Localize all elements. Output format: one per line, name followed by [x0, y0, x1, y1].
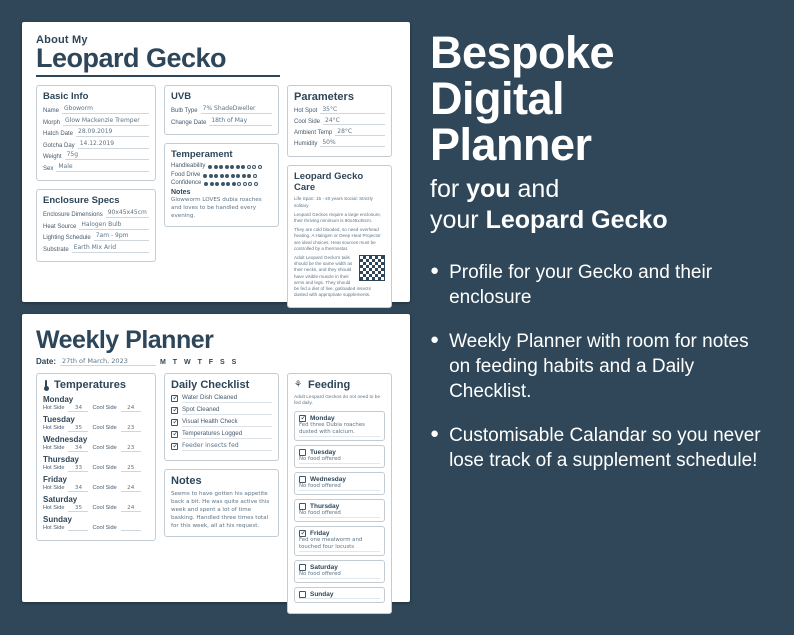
field-label: Sex	[43, 165, 54, 172]
hot-value[interactable]: 35	[68, 425, 88, 432]
basic-info-heading: Basic Info	[43, 91, 89, 103]
field-value[interactable]: 50%	[320, 139, 385, 147]
feeding-note[interactable]: No food offered	[299, 483, 380, 491]
field-gotcha-day	[43, 140, 149, 149]
feeding-day: Tuesday	[310, 449, 336, 456]
temperature-row	[43, 495, 149, 512]
thermometer-icon	[43, 380, 50, 391]
rating-confidence	[171, 180, 272, 186]
rating-dots[interactable]	[204, 182, 258, 186]
field-label: Lighting Schedule	[43, 235, 91, 242]
cool-label: Cool Side	[92, 405, 117, 411]
cool-label: Cool Side	[92, 465, 117, 471]
field-label: Morph	[43, 119, 61, 126]
feeding-note[interactable]: No food offered	[299, 510, 380, 518]
feeding-day: Thursday	[310, 503, 340, 510]
field-value[interactable]: 7% ShadeDweller	[201, 105, 272, 114]
field-value[interactable]: 7am - 9pm	[94, 232, 149, 241]
field-label: Hot Spot	[294, 108, 318, 115]
field-label: Hatch Date	[43, 131, 74, 138]
profile-column-left	[36, 85, 156, 316]
param-cool-side	[294, 117, 385, 125]
feeding-day: Friday	[310, 530, 330, 537]
field-sex	[43, 163, 149, 172]
daily-checklist-card	[164, 373, 279, 461]
date-label: Date:	[36, 357, 57, 366]
day-label: Thursday	[43, 455, 80, 464]
cool-label: Cool Side	[92, 525, 117, 531]
day-initials: M T W T F S S	[160, 359, 239, 366]
field-label: Food Drive	[171, 171, 201, 178]
param-humidity	[294, 139, 385, 147]
care-paragraph: They are cold blooded, so need overhead heating. A Halogen or Deep Heat Projector are ideal choices. Heat sources must be controlled by a thermostat.	[294, 227, 381, 251]
date-value[interactable]: 27th of March, 2023	[60, 357, 156, 366]
feeding-day: Wednesday	[310, 476, 347, 483]
notes-heading: Notes	[171, 475, 202, 487]
bone-icon	[294, 381, 304, 390]
hot-label: Hot Side	[43, 525, 65, 531]
field-substrate	[43, 244, 149, 253]
cool-label: Cool Side	[92, 445, 117, 451]
gecko-care-heading: Leopard Gecko Care	[294, 171, 364, 194]
field-bulb-type	[171, 105, 272, 114]
sub-pre: your	[430, 206, 486, 234]
checkbox-icon[interactable]	[299, 503, 306, 510]
rating-handleability	[171, 163, 272, 169]
headline-line-1: Bespoke	[430, 27, 615, 78]
checklist-label: Temperatures Logged	[182, 430, 272, 439]
feeding-note[interactable]: No food offered	[299, 571, 380, 579]
temperatures-card	[36, 373, 156, 541]
day-label: Sunday	[43, 515, 72, 524]
field-value[interactable]: 90x45x45cm	[106, 209, 149, 218]
rating-dots[interactable]	[208, 165, 262, 169]
feature-bullets	[430, 260, 774, 473]
cool-value[interactable]: 23	[121, 445, 141, 452]
headline-line-2: Digital	[430, 73, 565, 124]
bullet-dot-icon: ●	[430, 425, 440, 442]
field-value[interactable]: Male	[56, 163, 149, 172]
field-enclosure-dimensions	[43, 209, 149, 218]
field-hatch-date	[43, 128, 149, 137]
bullet-text: Customisable Calandar so you never lose track of a supplement schedule!	[449, 425, 761, 471]
field-label: Gotcha Day	[43, 142, 75, 149]
feeding-note[interactable]	[299, 598, 380, 599]
bullet-item	[430, 423, 774, 473]
feeding-entry[interactable]	[294, 587, 385, 603]
bullet-item	[430, 260, 774, 310]
feeding-entry[interactable]	[294, 499, 385, 522]
field-value[interactable]: 28.09.2019	[76, 128, 149, 137]
field-weight	[43, 151, 149, 160]
subheadline-line-1	[430, 174, 774, 205]
field-value[interactable]: 28°C	[335, 128, 385, 136]
field-value[interactable]: Gboworm	[62, 105, 149, 114]
temperature-row	[43, 435, 149, 452]
checkbox-icon[interactable]	[299, 591, 306, 598]
feeding-note[interactable]: Fed one mealworm and touched four locusts	[299, 537, 380, 552]
hot-value[interactable]	[68, 525, 88, 531]
temperament-heading: Temperament	[171, 149, 233, 161]
feeding-entry[interactable]	[294, 411, 385, 441]
temperature-row	[43, 515, 149, 531]
hot-label: Hot Side	[43, 425, 65, 431]
checklist-item[interactable]	[171, 430, 272, 439]
cool-value[interactable]	[121, 525, 141, 531]
enclosure-specs-card	[36, 189, 156, 262]
checklist-column	[164, 373, 279, 622]
sub-pre: for	[430, 175, 467, 203]
feeding-subtitle: Adult Leopard Geckos do not need to be fed daily.	[294, 395, 381, 406]
temperatures-column	[36, 373, 156, 622]
feeding-entry[interactable]	[294, 472, 385, 495]
temperament-notes-text[interactable]: Glowworm LOVES dubia roaches and loves to be handled every evening.	[171, 197, 262, 220]
hot-value[interactable]: 34	[68, 405, 88, 412]
marketing-panel	[430, 27, 774, 492]
bullet-text: Profile for your Gecko and their enclosure	[449, 262, 713, 308]
temperature-row	[43, 415, 149, 432]
field-label: Substrate	[43, 246, 69, 253]
field-lighting-schedule	[43, 232, 149, 241]
checklist-item[interactable]	[171, 394, 272, 403]
hot-label: Hot Side	[43, 405, 65, 411]
field-morph	[43, 117, 149, 126]
parameters-card	[287, 85, 392, 157]
day-label: Tuesday	[43, 415, 75, 424]
notes-card	[164, 469, 279, 537]
checkbox-icon[interactable]	[299, 449, 306, 456]
temperatures-heading: Temperatures	[54, 379, 126, 391]
field-label: Cool Side	[294, 119, 321, 126]
field-heat-source	[43, 221, 149, 230]
notes-text[interactable]: Seems to have gotten his appetite back a bit. He was quite active this week and spent a lot of time basking. Handled three times total for this week, all at his request.	[171, 491, 270, 529]
cool-value[interactable]: 24	[121, 485, 141, 492]
feeding-entry[interactable]	[294, 445, 385, 468]
temperature-row	[43, 455, 149, 472]
feeding-entry[interactable]	[294, 526, 385, 556]
qr-code-icon[interactable]	[359, 255, 385, 281]
day-label: Saturday	[43, 495, 78, 504]
hot-label: Hot Side	[43, 445, 65, 451]
field-name	[43, 105, 149, 114]
cool-value[interactable]: 24	[121, 405, 141, 412]
headline-line-3: Planner	[430, 119, 592, 170]
field-label: Ambient Temp	[294, 130, 333, 137]
field-value[interactable]: 35°C	[320, 106, 385, 114]
field-label: Change Date	[171, 119, 207, 126]
bullet-dot-icon: ●	[430, 262, 440, 279]
headline	[430, 27, 774, 170]
field-label: Enclosure Dimensions	[43, 212, 103, 219]
checklist-label: Water Dish Cleaned	[182, 394, 272, 403]
gecko-profile-sheet	[22, 22, 410, 302]
param-ambient-temp	[294, 128, 385, 136]
feeding-heading: Feeding	[308, 379, 351, 391]
planner-preview	[22, 22, 410, 614]
field-label: Handleability	[171, 163, 206, 170]
field-label: Weight	[43, 154, 62, 161]
cool-value[interactable]: 24	[121, 505, 141, 512]
hot-label: Hot Side	[43, 465, 65, 471]
rating-food-drive	[171, 172, 272, 178]
day-label: Friday	[43, 475, 68, 484]
cool-label: Cool Side	[92, 425, 117, 431]
day-label: Wednesday	[43, 435, 88, 444]
basic-info-card	[36, 85, 156, 181]
weekly-date-row	[36, 357, 396, 366]
param-hot-spot	[294, 106, 385, 114]
field-label: Confidence	[171, 180, 202, 187]
checkbox-icon[interactable]	[299, 415, 306, 422]
feeding-day: Monday	[310, 415, 335, 422]
gecko-care-card	[287, 165, 392, 308]
checkbox-icon[interactable]	[299, 530, 306, 537]
cool-label: Cool Side	[92, 505, 117, 511]
uvb-card	[164, 85, 279, 135]
checkbox-icon[interactable]	[171, 395, 178, 402]
checklist-item[interactable]	[171, 418, 272, 427]
checkbox-icon[interactable]	[299, 476, 306, 483]
checklist-label: Spot Cleaned	[182, 406, 272, 415]
hot-value[interactable]: 34	[68, 445, 88, 452]
feeding-column	[287, 373, 392, 622]
temperature-row	[43, 395, 149, 412]
field-change-date	[171, 117, 272, 126]
field-value[interactable]: Glow Mackenzie Tremper	[63, 117, 149, 126]
uvb-heading: UVB	[171, 91, 192, 103]
hot-value[interactable]: 35	[68, 505, 88, 512]
field-label: Humidity	[294, 141, 318, 148]
bullet-dot-icon: ●	[430, 331, 440, 348]
hot-label: Hot Side	[43, 505, 65, 511]
checkbox-icon[interactable]	[299, 564, 306, 571]
enclosure-specs-heading: Enclosure Specs	[43, 195, 120, 207]
day-label: Monday	[43, 395, 74, 404]
hot-value[interactable]: 33	[68, 465, 88, 472]
bullet-item	[430, 329, 774, 404]
sub-post: and	[510, 175, 560, 203]
field-label: Bulb Type	[171, 108, 198, 115]
profile-column-middle	[164, 85, 279, 316]
checkbox-icon[interactable]	[171, 419, 178, 426]
field-value[interactable]: 24°C	[323, 117, 385, 125]
temperament-notes-label: Notes	[171, 189, 191, 197]
rating-dots[interactable]	[203, 174, 257, 178]
profile-column-right	[287, 85, 392, 316]
checkbox-icon[interactable]	[171, 431, 178, 438]
feeding-entry[interactable]	[294, 560, 385, 583]
feeding-note[interactable]: No food offered	[299, 456, 380, 464]
sub-strong: you	[466, 175, 511, 203]
checklist-label: Visual Health Check	[182, 418, 272, 427]
title-divider	[36, 75, 280, 77]
checkbox-icon[interactable]	[171, 443, 178, 450]
feeding-day: Sunday	[310, 591, 334, 598]
care-paragraph: Adult Leopard Gecko's tails should be the same width as their necks, and they should have visible muscle in their arms and legs. They should be fed a diet of live, gutloaded insects dusted with appropriate supplements.	[294, 254, 371, 298]
bullet-text: Weekly Planner with room for notes on feeding habits and a Daily Checklist.	[449, 331, 749, 402]
feeding-card	[287, 373, 392, 614]
care-facts: Life Span: 15 - 40 years Social: Strictly solitary	[294, 196, 373, 208]
sub-strong: Leopard Gecko	[485, 206, 668, 234]
page-title: Leopard Gecko	[36, 43, 227, 73]
temperature-row	[43, 475, 149, 492]
cool-value[interactable]: 25	[121, 465, 141, 472]
hot-label: Hot Side	[43, 485, 65, 491]
about-label: About My	[36, 34, 88, 46]
temperament-card	[164, 143, 279, 227]
hot-value[interactable]: 34	[68, 485, 88, 492]
feeding-day: Saturday	[310, 564, 338, 571]
checklist-label[interactable]: Feeder insects fed	[182, 442, 272, 451]
field-value[interactable]: Halogen Bulb	[79, 221, 149, 230]
daily-checklist-heading: Daily Checklist	[171, 379, 250, 391]
checkbox-icon[interactable]	[171, 407, 178, 414]
care-paragraph: Leopard Geckos require a large enclosure, their thriving minimum is 90x45x45cm.	[294, 211, 382, 223]
parameters-heading: Parameters	[294, 91, 354, 104]
field-label: Heat Source	[43, 223, 77, 230]
field-value[interactable]: Earth Mix Arid	[72, 244, 149, 253]
feeding-note[interactable]: Fed three Dubia roaches dusted with calcium.	[299, 422, 380, 437]
cool-label: Cool Side	[92, 485, 117, 491]
cool-value[interactable]: 23	[121, 425, 141, 432]
subheadline	[430, 174, 774, 236]
weekly-planner-sheet	[22, 314, 410, 602]
checklist-item[interactable]	[171, 442, 272, 451]
field-label: Name	[43, 108, 60, 115]
weekly-title: Weekly Planner	[36, 326, 214, 354]
field-value[interactable]: 18th of May	[209, 117, 272, 126]
field-value[interactable]: 75g	[65, 151, 149, 160]
field-value[interactable]: 14.12.2019	[78, 140, 149, 149]
subheadline-line-2	[430, 205, 774, 236]
checklist-item[interactable]	[171, 406, 272, 415]
